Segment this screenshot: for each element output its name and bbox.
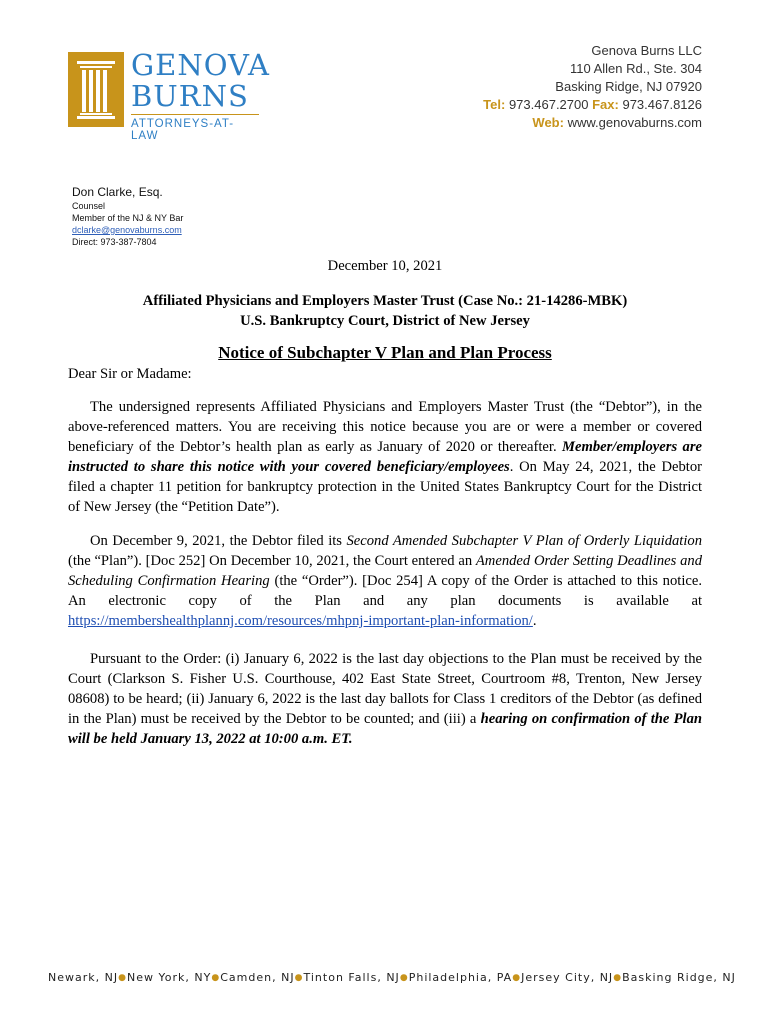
p2-text-e: (the “Order”). [Doc 254] A copy of the Order is attached to this notice. An electronic copy of the Plan and any plan documents is available at xyxy=(68,573,702,609)
p3-text-a: Pursuant to the Order: (i) January 6, 2022 is the last day objections to the Plan must be received by the Court (Clarkson S. Fisher U.S. Courthouse, 402 East State Street, Courtroom #8, Trenton, New Jersey 08608) to be heard; (ii) January 6, 2022 is the last day ballots for Class 1 creditors of the Debtor (as defined in the Plan) must be received by the Debtor to be counted; and (iii) a xyxy=(68,651,702,727)
letter-date: December 10, 2021 xyxy=(327,258,443,274)
plan-info-link[interactable]: https://membershealthplannj.com/resources/mhpnj-important-plan-information/ xyxy=(68,613,533,629)
bullet-icon: ● xyxy=(512,972,522,983)
column-icon xyxy=(68,52,124,127)
p2-plan-title: Second Amended Subchapter V Plan of Orderly Liquidation xyxy=(346,533,702,549)
web-line xyxy=(483,114,702,132)
p3-hearing-emphasis: hearing on confirmation of the Plan will be held January 13, 2022 at 10:00 a.m. ET. xyxy=(68,711,702,747)
office-location: Newark, NJ xyxy=(48,971,119,984)
office-locations-footer xyxy=(48,971,736,984)
author-email-link[interactable]: dclarke@genovaburns.com xyxy=(72,225,182,235)
case-caption xyxy=(68,291,702,331)
p2-text-a: On December 9, 2021, the Debtor filed its xyxy=(90,533,347,549)
bullet-icon: ● xyxy=(294,972,304,983)
office-location: Jersey City, NJ xyxy=(521,971,614,984)
bullet-icon: ● xyxy=(211,972,221,983)
author-bar: Member of the NJ & NY Bar xyxy=(72,213,184,223)
office-location: New York, NY xyxy=(127,971,212,984)
p2-order-title: Amended Order Setting Deadlines and Scheduling Confirmation Hearing xyxy=(68,553,702,589)
paragraph-3 xyxy=(68,649,702,749)
address-line-2: Basking Ridge, NJ 07920 xyxy=(555,79,702,94)
author-name: Don Clarke, Esq. xyxy=(72,185,163,199)
author-block xyxy=(72,184,183,248)
web-label: Web: xyxy=(532,115,564,130)
paragraph-1 xyxy=(68,397,702,517)
office-location: Camden, NJ xyxy=(220,971,295,984)
bullet-icon: ● xyxy=(399,972,409,983)
office-location: Tinton Falls, NJ xyxy=(303,971,400,984)
brand-tagline: ATTORNEYS-AT-LAW xyxy=(131,114,259,142)
case-line-1: Affiliated Physicians and Employers Master Trust (Case No.: 21-14286-MBK) xyxy=(142,293,628,309)
brand-line-1: GENOVA xyxy=(131,48,270,82)
case-line-2: U.S. Bankruptcy Court, District of New Jersey xyxy=(240,313,530,329)
salutation: Dear Sir or Madame: xyxy=(68,366,192,382)
fax-label: Fax: xyxy=(592,97,619,112)
paragraph-2 xyxy=(68,531,702,631)
office-location: Basking Ridge, NJ xyxy=(622,971,736,984)
bullet-icon: ● xyxy=(613,972,623,983)
firm-logo-mark xyxy=(68,52,124,127)
firm-address-block xyxy=(483,42,702,132)
office-location: Philadelphia, PA xyxy=(408,971,513,984)
address-line-1: 110 Allen Rd., Ste. 304 xyxy=(569,61,702,76)
author-title: Counsel xyxy=(72,201,106,211)
web-address[interactable]: www.genovaburns.com xyxy=(567,115,702,130)
tel-label: Tel: xyxy=(483,97,506,112)
firm-name: Genova Burns LLC xyxy=(591,43,702,58)
bullet-icon: ● xyxy=(118,972,127,983)
tel-number: 973.467.2700 xyxy=(508,97,589,112)
firm-brand xyxy=(131,50,270,142)
p1-emphasis: Member/employers are instructed to share this notice with your covered beneficiary/employees xyxy=(68,439,702,475)
p1-text-c: . On May 24, 2021, the Debtor filed a chapter 11 petition for bankruptcy protection in the United States Bankruptcy Court for the District of New Jersey (the “Petition Date”). xyxy=(68,459,702,515)
notice-title: Notice of Subchapter V Plan and Plan Process xyxy=(218,343,552,362)
p2-text-f: . xyxy=(532,613,537,629)
author-direct: Direct: 973-387-7804 xyxy=(72,237,157,247)
p2-text-c: (the “Plan”). [Doc 252] On December 10, 2021, the Court entered an xyxy=(68,553,476,569)
brand-line-2: BURNS xyxy=(131,79,249,113)
p1-text-a: The undersigned represents Affiliated Physicians and Employers Master Trust (the “Debtor”), in the above-referenced matters. You are receiving this notice because you are or were a member or covered beneficiary of the Debtor’s health plan as early as January of 2020 or thereafter. xyxy=(68,399,702,455)
fax-number: 973.467.8126 xyxy=(622,97,702,112)
phone-fax-line xyxy=(483,96,702,114)
